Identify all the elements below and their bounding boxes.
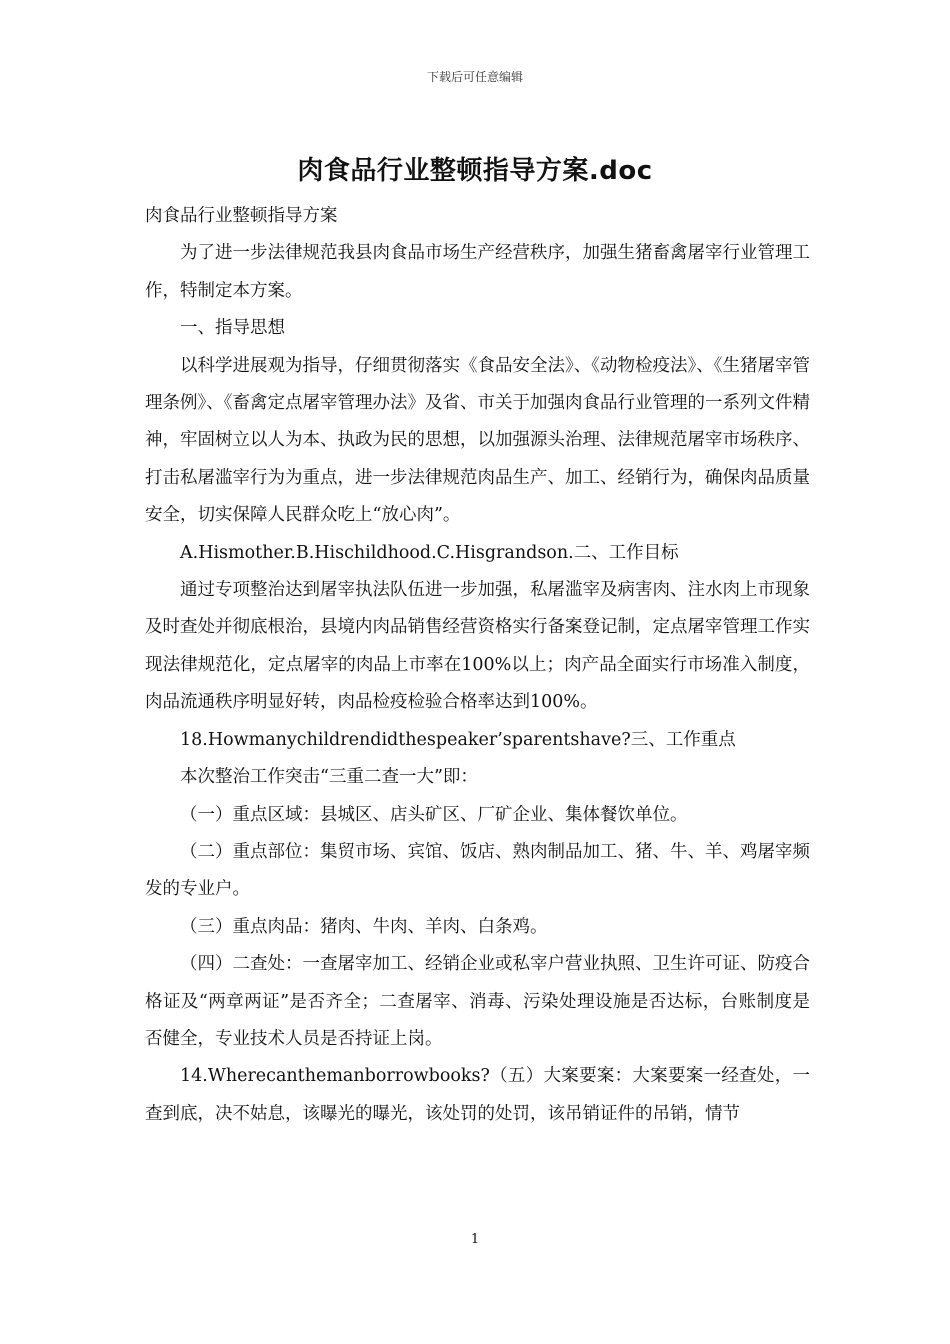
paragraph: 以科学进展观为指导，仔细贯彻落实《食品安全法》、《动物检疫法》、《生猪屠宰管理条例》、《畜禽定点屠宰管理办法》及省、市关于加强肉食品行业管理的一系列文件精神，牢固树立以人为本、执政为民的思想，以加强源头治理、法律规范屠宰市场秩序、打击私屠滥宰行为为重点，进一步法律规范肉品生产、加工、经销行为，确保肉品质量安全，切实保障人民群众吃上“放心肉”。 [145, 355, 810, 526]
section-heading: 一、指导思想 [180, 318, 285, 339]
paragraph: （四）二查处：一查屠宰加工、经销企业或私宰户营业执照、卫生许可证、防疫合格证及“两章两证”是否齐全；二查屠宰、消毒、污染处理设施是否达标，台账制度是否健全，专业技术人员是否持证上岗。 [145, 954, 810, 1049]
paragraph: 肉食品行业整顿指导方案 [145, 206, 338, 226]
paragraph: 通过专项整治达到屠宰执法队伍进一步加强，私屠滥宰及病害肉、注水肉上市现象及时查处并彻底根治，县境内肉品销售经营资格实行备案登记制，定点屠宰管理工作实现法律规范化，定点屠宰的肉品上市率在100%以上；肉产品全面实行市场准入制度，肉品流通秩序明显好转，肉品检疫检验合格率达到100%。 [145, 580, 810, 713]
paragraph: （二）重点部位：集贸市场、宾馆、饭店、熟肉制品加工、猪、牛、羊、鸡屠宰频发的专业户。 [145, 841, 810, 900]
header-note: 下载后可任意编辑 [426, 70, 523, 84]
paragraph: 18.Howmanychildrendidthespeaker’sparentshave?三、工作重点 [180, 729, 736, 750]
paragraph: 14.Wherecanthemanborrowbooks?（五）大案要案：大案要案一经查处，一查到底，决不姑息，该曝光的曝光，该处罚的处罚，该吊销证件的吊销，情节 [145, 1066, 810, 1124]
paragraph: 本次整治工作突击“三重二查一大”即： [180, 767, 478, 788]
paragraph: 为了进一步法律规范我县肉食品市场生产经营秩序，加强生猪畜禽屠宰行业管理工作，特制定本方案。 [145, 243, 810, 301]
document-title: 肉食品行业整顿指导方案.doc [297, 156, 653, 186]
document-body [145, 198, 810, 1133]
paragraph: （一）重点区域：县城区、店头矿区、厂矿企业、集体餐饮单位。 [180, 804, 688, 825]
paragraph: （三）重点肉品：猪肉、牛肉、羊肉、白条鸡。 [180, 916, 548, 937]
page-number: 1 [470, 1232, 480, 1247]
paragraph: A.Hismother.B.Hischildhood.C.Hisgrandson.二、工作目标 [180, 542, 679, 563]
